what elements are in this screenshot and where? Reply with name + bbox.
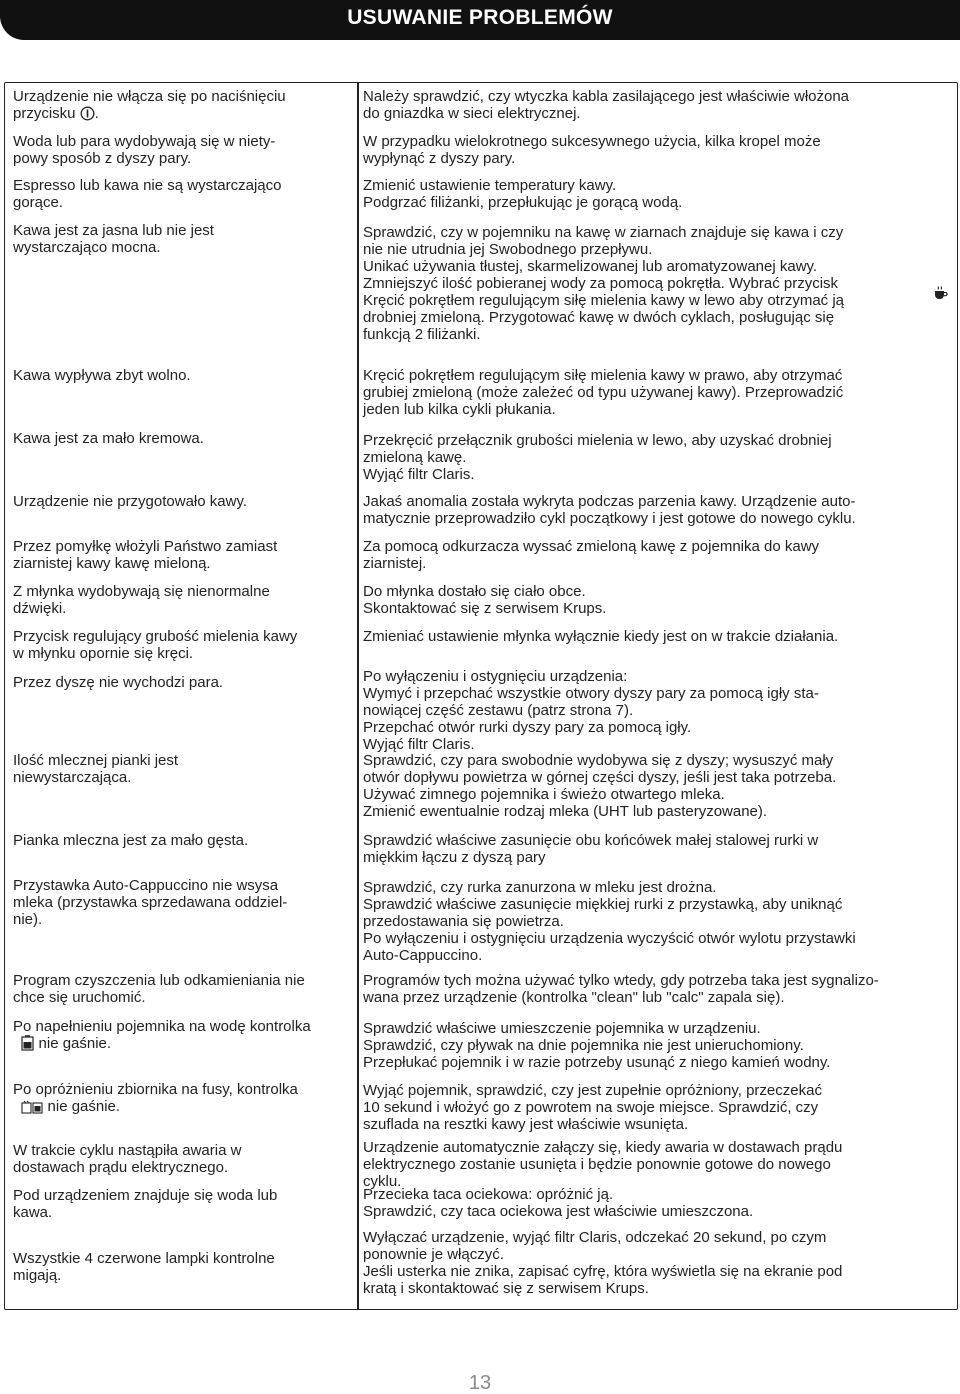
page-number: 13 (468, 1372, 492, 1394)
problem-cell: Woda lub para wydobywają się w niety- powy sposób z dyszy pary. (13, 133, 276, 167)
solution-cell: W przypadku wielokrotnego sukcesywnego użycia, kilka kropel może wypłynąć z dyszy pary. (363, 133, 821, 167)
solution-cell: Sprawdzić, czy rurka zanurzona w mleku jest drożna. Sprawdzić właściwe zasunięcie miękkiej rurki z przystawką, aby uniknąć przedostawania się powietrza. Po wyłączeniu i ostygnięciu urządzenia wyczyścić otwór wylotu przystawki Auto-Cappuccino. (363, 879, 856, 964)
problem-cell: Kawa jest za jasna lub nie jest wystarczająco mocna. (13, 222, 214, 256)
problem-cell: Po opróżnieniu zbiornika na fusy, kontrolka nie gaśnie. (13, 1081, 298, 1118)
solution-cell: Przecieka taca ociekowa: opróżnić ją. Sprawdzić, czy taca ociekowa jest właściwie umieszczona. (363, 1186, 754, 1220)
solution-cell: Zmieniać ustawienie młynka wyłącznie kiedy jest on w trakcie działania. (363, 628, 839, 645)
problem-cell: Z młynka wydobywają się nienormalne dźwięki. (13, 583, 270, 617)
problem-cell: Wszystkie 4 czerwone lampki kontrolne migają. (13, 1250, 275, 1284)
problem-cell: Przycisk regulujący grubość mielenia kawy w młynku opornie się kręci. (13, 628, 298, 662)
solution-cell: Wyłączać urządzenie, wyjąć filtr Claris, odczekać 20 sekund, po czym ponownie je włączyć. Jeśli usterka nie znika, zapisać cyfrę, która wyświetla się na ekranie pod kratą i skontaktować się z serwisem Krups. (363, 1229, 843, 1297)
problem-cell: Pod urządzeniem znajduje się woda lub kawa. (13, 1187, 278, 1221)
problem-cell: Program czyszczenia lub odkamieniania nie chce się uruchomić. (13, 972, 305, 1006)
grounds-container-icon (21, 1100, 43, 1118)
solution-cell: Kręcić pokrętłem regulującym siłę mielenia kawy w prawo, aby otrzymać grubiej zmieloną (może zależeć od typu używanej kawy). Przeprowadzić jeden lub kilka cykli płukania. (363, 367, 844, 418)
problem-cell: Przystawka Auto-Cappuccino nie wsysa mleka (przystawka sprzedawana oddziel- nie). (13, 877, 288, 928)
problem-cell: Kawa jest za mało kremowa. (13, 430, 204, 447)
solution-cell: Sprawdzić właściwe umieszczenie pojemnika w urządzeniu. Sprawdzić, czy pływak na dnie pojemnika nie jest unieruchomiony. Przepłukać pojemnik i w razie potrzeby usunąć z niego kamień wodny. (363, 1020, 831, 1071)
problem-cell: Urządzenie nie przygotowało kawy. (13, 493, 248, 510)
problem-cell: Ilość mlecznej pianki jest niewystarczająca. (13, 752, 179, 786)
problem-cell: W trakcie cyklu nastąpiła awaria w dostawach prądu elektrycznego. (13, 1142, 242, 1176)
solution-cell: Przekręcić przełącznik grubości mielenia w lewo, aby uzyskać drobniej zmieloną kawę. Wyjąć filtr Claris. (363, 432, 832, 483)
page-title: USUWANIE PROBLEMÓW (347, 6, 613, 29)
coffee-cup-icon (933, 285, 949, 306)
problem-cell: Kawa wypływa zbyt wolno. (13, 367, 191, 384)
problem-cell: Espresso lub kawa nie są wystarczająco gorące. (13, 177, 282, 211)
solution-cell: Programów tych można używać tylko wtedy, gdy potrzeba taka jest sygnalizo- wana przez urządzenie (kontrolka "clean" lub "calc" zapala się). (363, 972, 879, 1006)
solution-cell: Wyjąć pojemnik, sprawdzić, czy jest zupełnie opróżniony, przeczekać 10 sekund i włożyć go z powrotem na swoje miejsce. Sprawdzić, czy szuflada na resztki kawy jest właściwie wsunięta. (363, 1082, 822, 1133)
solution-cell: Należy sprawdzić, czy wtyczka kabla zasilającego jest właściwie włożona do gniazdka w sieci elektrycznej. (363, 88, 850, 122)
solution-cell: Jakaś anomalia została wykryta podczas parzenia kawy. Urządzenie auto- matycznie przeprowadziło cykl początkowy i jest gotowe do nowego cyklu. (363, 493, 856, 527)
solution-cell: Za pomocą odkurzacza wyssać zmieloną kawę z pojemnika do kawy ziarnistej. (363, 538, 820, 572)
problem-cell: Po napełnieniu pojemnika na wodę kontrolka nie gaśnie. (13, 1018, 311, 1055)
solution-cell: Sprawdzić, czy w pojemniku na kawę w ziarnach znajduje się kawa i czy nie nie utrudnia jej Swobodnego przepływu. Unikać używania tłustej, skarmelizowanej lub aromatyzowanej kawy. Zmniejszyć ilość pobieranej wody za pomocą pokrętła. Wybrać przycisk Kręcić pokrętłem regulującym siłę mielenia kawy w lewo aby otrzymać ją drobniej zmieloną. Przygotować kawę w dwóch cyklach, posługując się funkcją 2 filiżanki. (363, 224, 845, 343)
power-button-icon (80, 106, 95, 125)
solution-cell: Urządzenie automatycznie załączy się, kiedy awaria w dostawach prądu elektrycznego zostanie usunięta i będzie ponownie gotowe do nowego cyklu. (363, 1139, 843, 1190)
problem-cell: Przez dyszę nie wychodzi para. (13, 674, 224, 691)
solution-cell: Do młynka dostało się ciało obce. Skontaktować się z serwisem Krups. (363, 583, 607, 617)
troubleshooting-table (4, 82, 958, 1310)
solution-cell: Sprawdzić, czy para swobodnie wydobywa się z dyszy; wysuszyć mały otwór dopływu powietrza w górnej części dyszy, jeśli jest taka potrzeba. Używać zimnego pojemnika i świeżo otwartego mleka. Zmienić ewentualnie rodzaj mleka (UHT lub pasteryzowane). (363, 752, 837, 820)
column-divider (357, 83, 359, 1309)
water-tank-icon (21, 1035, 34, 1055)
solution-cell: Po wyłączeniu i ostygnięciu urządzenia: Wymyć i przepchać wszystkie otwory dyszy pary za pomocą igły sta- nowiącej część zestawu (patrz strona 7). Przepchać otwór rurki dyszy pary za pomocą igły. Wyjąć filtr Claris. (363, 668, 819, 753)
problem-cell: Pianka mleczna jest za mało gęsta. (13, 832, 249, 849)
solution-cell: Zmienić ustawienie temperatury kawy. Podgrzać filiżanki, przepłukując je gorącą wodą. (363, 177, 683, 211)
problem-cell: Przez pomyłkę włożyli Państwo zamiast ziarnistej kawy kawę mieloną. (13, 538, 278, 572)
solution-cell: Sprawdzić właściwe zasunięcie obu końcówek małej stalowej rurki w miękkim łączu z dyszą pary (363, 832, 819, 866)
problem-cell: Urządzenie nie włącza się po naciśnięciu przycisku . (13, 88, 286, 125)
